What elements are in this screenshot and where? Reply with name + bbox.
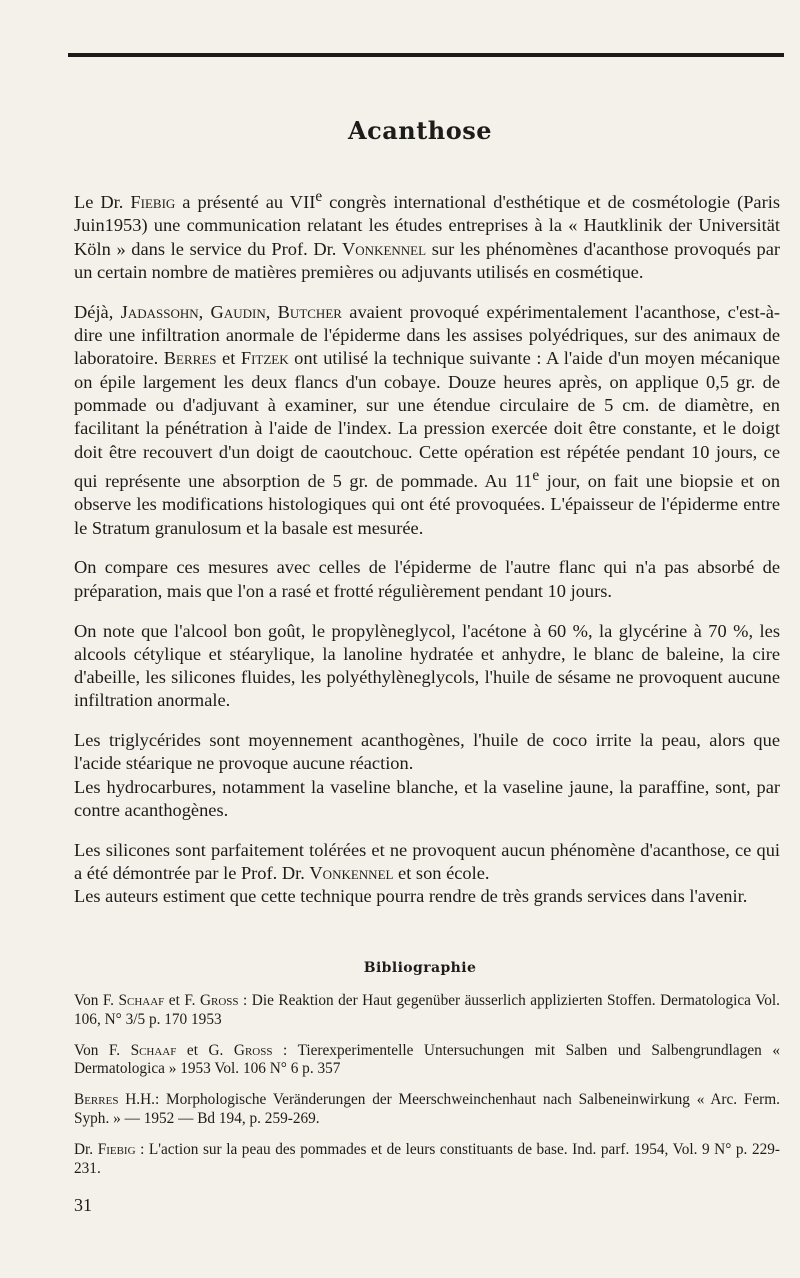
text-run: : Tierexperimentelle Untersuchungen mit Salben und Salbengrundlagen « Dermatologica » 1953 Vol. 106 N° 6 p. 357	[74, 1041, 780, 1078]
text-run: Les auteurs estiment que cette technique pourra rendre de très grands services dans l'avenir.	[74, 886, 748, 907]
text-run: avaient provoqué expérimentalement l'acanthose, c'est-à-dire une infiltration anormale de l'épiderme dans les assises polyédriques, sur des animaux de laboratoire.	[74, 301, 780, 369]
author-names: Jadassohn, Gaudin, Butcher	[120, 301, 342, 322]
text-run: jour, on fait une biopsie et on observe les modifications histologiques qui ont été provoquées. L'épaisseur de l'épiderme entre le Stratum granulosum et la basale est mesurée.	[74, 471, 781, 538]
paragraph-5	[74, 729, 780, 822]
text-run: Von F.	[74, 1041, 131, 1059]
bibliography-entry	[74, 1042, 780, 1080]
author-name: Gross	[199, 992, 239, 1009]
bibliography-entry	[74, 992, 780, 1030]
article-body	[74, 185, 780, 925]
text-run: Le Dr.	[74, 192, 131, 213]
superscript: e	[315, 188, 323, 205]
text-run: et G.	[176, 1041, 234, 1059]
bibliography-entry	[74, 1091, 780, 1129]
author-name: Fiebig	[130, 192, 176, 213]
text-run: Les hydrocarbures, notamment la vaseline blanche, et la vaseline jaune, la paraffine, sont, par contre acanthogènes.	[74, 776, 780, 821]
paragraph-3: On compare ces mesures avec celles de l'épiderme de l'autre flanc qui n'a pas absorbé de préparation, mais que l'on a rasé et frotté régulièrement pendant 10 jours.	[74, 557, 780, 601]
text-run: Dr.	[74, 1140, 98, 1158]
author-name: Berres	[74, 1091, 119, 1109]
text-run: : L'action sur la peau des pommades et de leurs constituants de base. Ind. parf. 1954, Vol. 9 N° p. 229-231.	[74, 1140, 780, 1177]
text-run: et F.	[164, 992, 200, 1009]
bibliography-entry	[74, 1141, 780, 1179]
author-name: Berres	[163, 348, 217, 369]
text-run: et son école.	[393, 863, 490, 884]
author-name: Vonkennel	[309, 863, 394, 884]
author-name: Vonkennel	[342, 238, 427, 259]
bibliography-list	[74, 992, 780, 1190]
text-run: et	[216, 348, 241, 369]
text-run: ont utilisé la technique suivante : A l'aide d'un moyen mécanique on épile largement les deux flancs d'un cobaye. Douze heures après, on applique 0,5 gr. de pommade ou d'adjuvant à examiner, sur une étendue circulaire de 5 cm. de diamètre, en facilitant la pénétration à l'aide de l'index. La pression exercée doit être constante, et le doigt doit être recouvert d'un doigt de caoutchouc. Cette opération est répétée pendant 10 jours, ce qui représente une absorption de 5 gr. de pommade. Au 11	[74, 348, 780, 492]
text-run: Déjà,	[74, 301, 121, 322]
paragraph-2	[74, 301, 780, 540]
author-name: Schaaf	[130, 1041, 177, 1059]
text-run: Les silicones sont parfaitement tolérées et ne provoquent aucun phénomène d'acanthose, ce qui a été démontrée par le Prof. Dr.	[74, 839, 780, 884]
text-run: congrès international d'esthétique et de cosmétologie (Paris Juin1953) une communication relatant les études entreprises à la « Hautklinik der Universität Köln » dans le service du Prof. Dr.	[74, 192, 780, 259]
page-number: 31	[74, 1195, 92, 1215]
bibliography-title: Bibliographie	[363, 960, 477, 976]
author-name: Fiebig	[97, 1140, 136, 1158]
article-title: Acanthose	[347, 116, 493, 145]
text-run: sur les phénomènes d'acanthose provoqués par un certain nombre de matières premières ou adjuvants utilisés en cosmétique.	[74, 238, 780, 283]
text-run: Von F.	[74, 992, 119, 1009]
paragraph-1	[74, 185, 780, 284]
text-run: Les triglycérides sont moyennement acanthogènes, l'huile de coco irrite la peau, alors que l'acide stéarique ne provoque aucune réaction.	[74, 730, 780, 774]
text-run: a présenté au VII	[175, 192, 316, 213]
paragraph-4: On note que l'alcool bon goût, le propylèneglycol, l'acétone à 60 %, la glycérine à 70 %, les alcools cétylique et stéarylique, la lanoline hydratée et anhydre, le blanc de baleine, la cire d'abeille, les silicones fluides, les polyéthylèneglycols, l'huile de sésame ne provoquent aucune infiltration anormale.	[74, 620, 780, 711]
author-name: Schaaf	[118, 992, 165, 1009]
top-rule	[68, 53, 784, 57]
text-run: H.H.: Morphologische Veränderungen der Meerschweinchenhaut nach Salbeneinwirkung « Arc. Ferm. Syph. » — 1952 — Bd 194, p. 259-269.	[74, 1091, 780, 1127]
superscript: e	[532, 466, 540, 484]
author-name: Gross	[233, 1041, 273, 1059]
text-run: : Die Reaktion der Haut gegenüber äusserlich applizierten Stoffen. Dermatologica Vol. 106, N° 3/5 p. 170 1953	[74, 992, 780, 1028]
author-name: Fitzek	[240, 348, 289, 369]
paragraph-6	[74, 839, 780, 909]
